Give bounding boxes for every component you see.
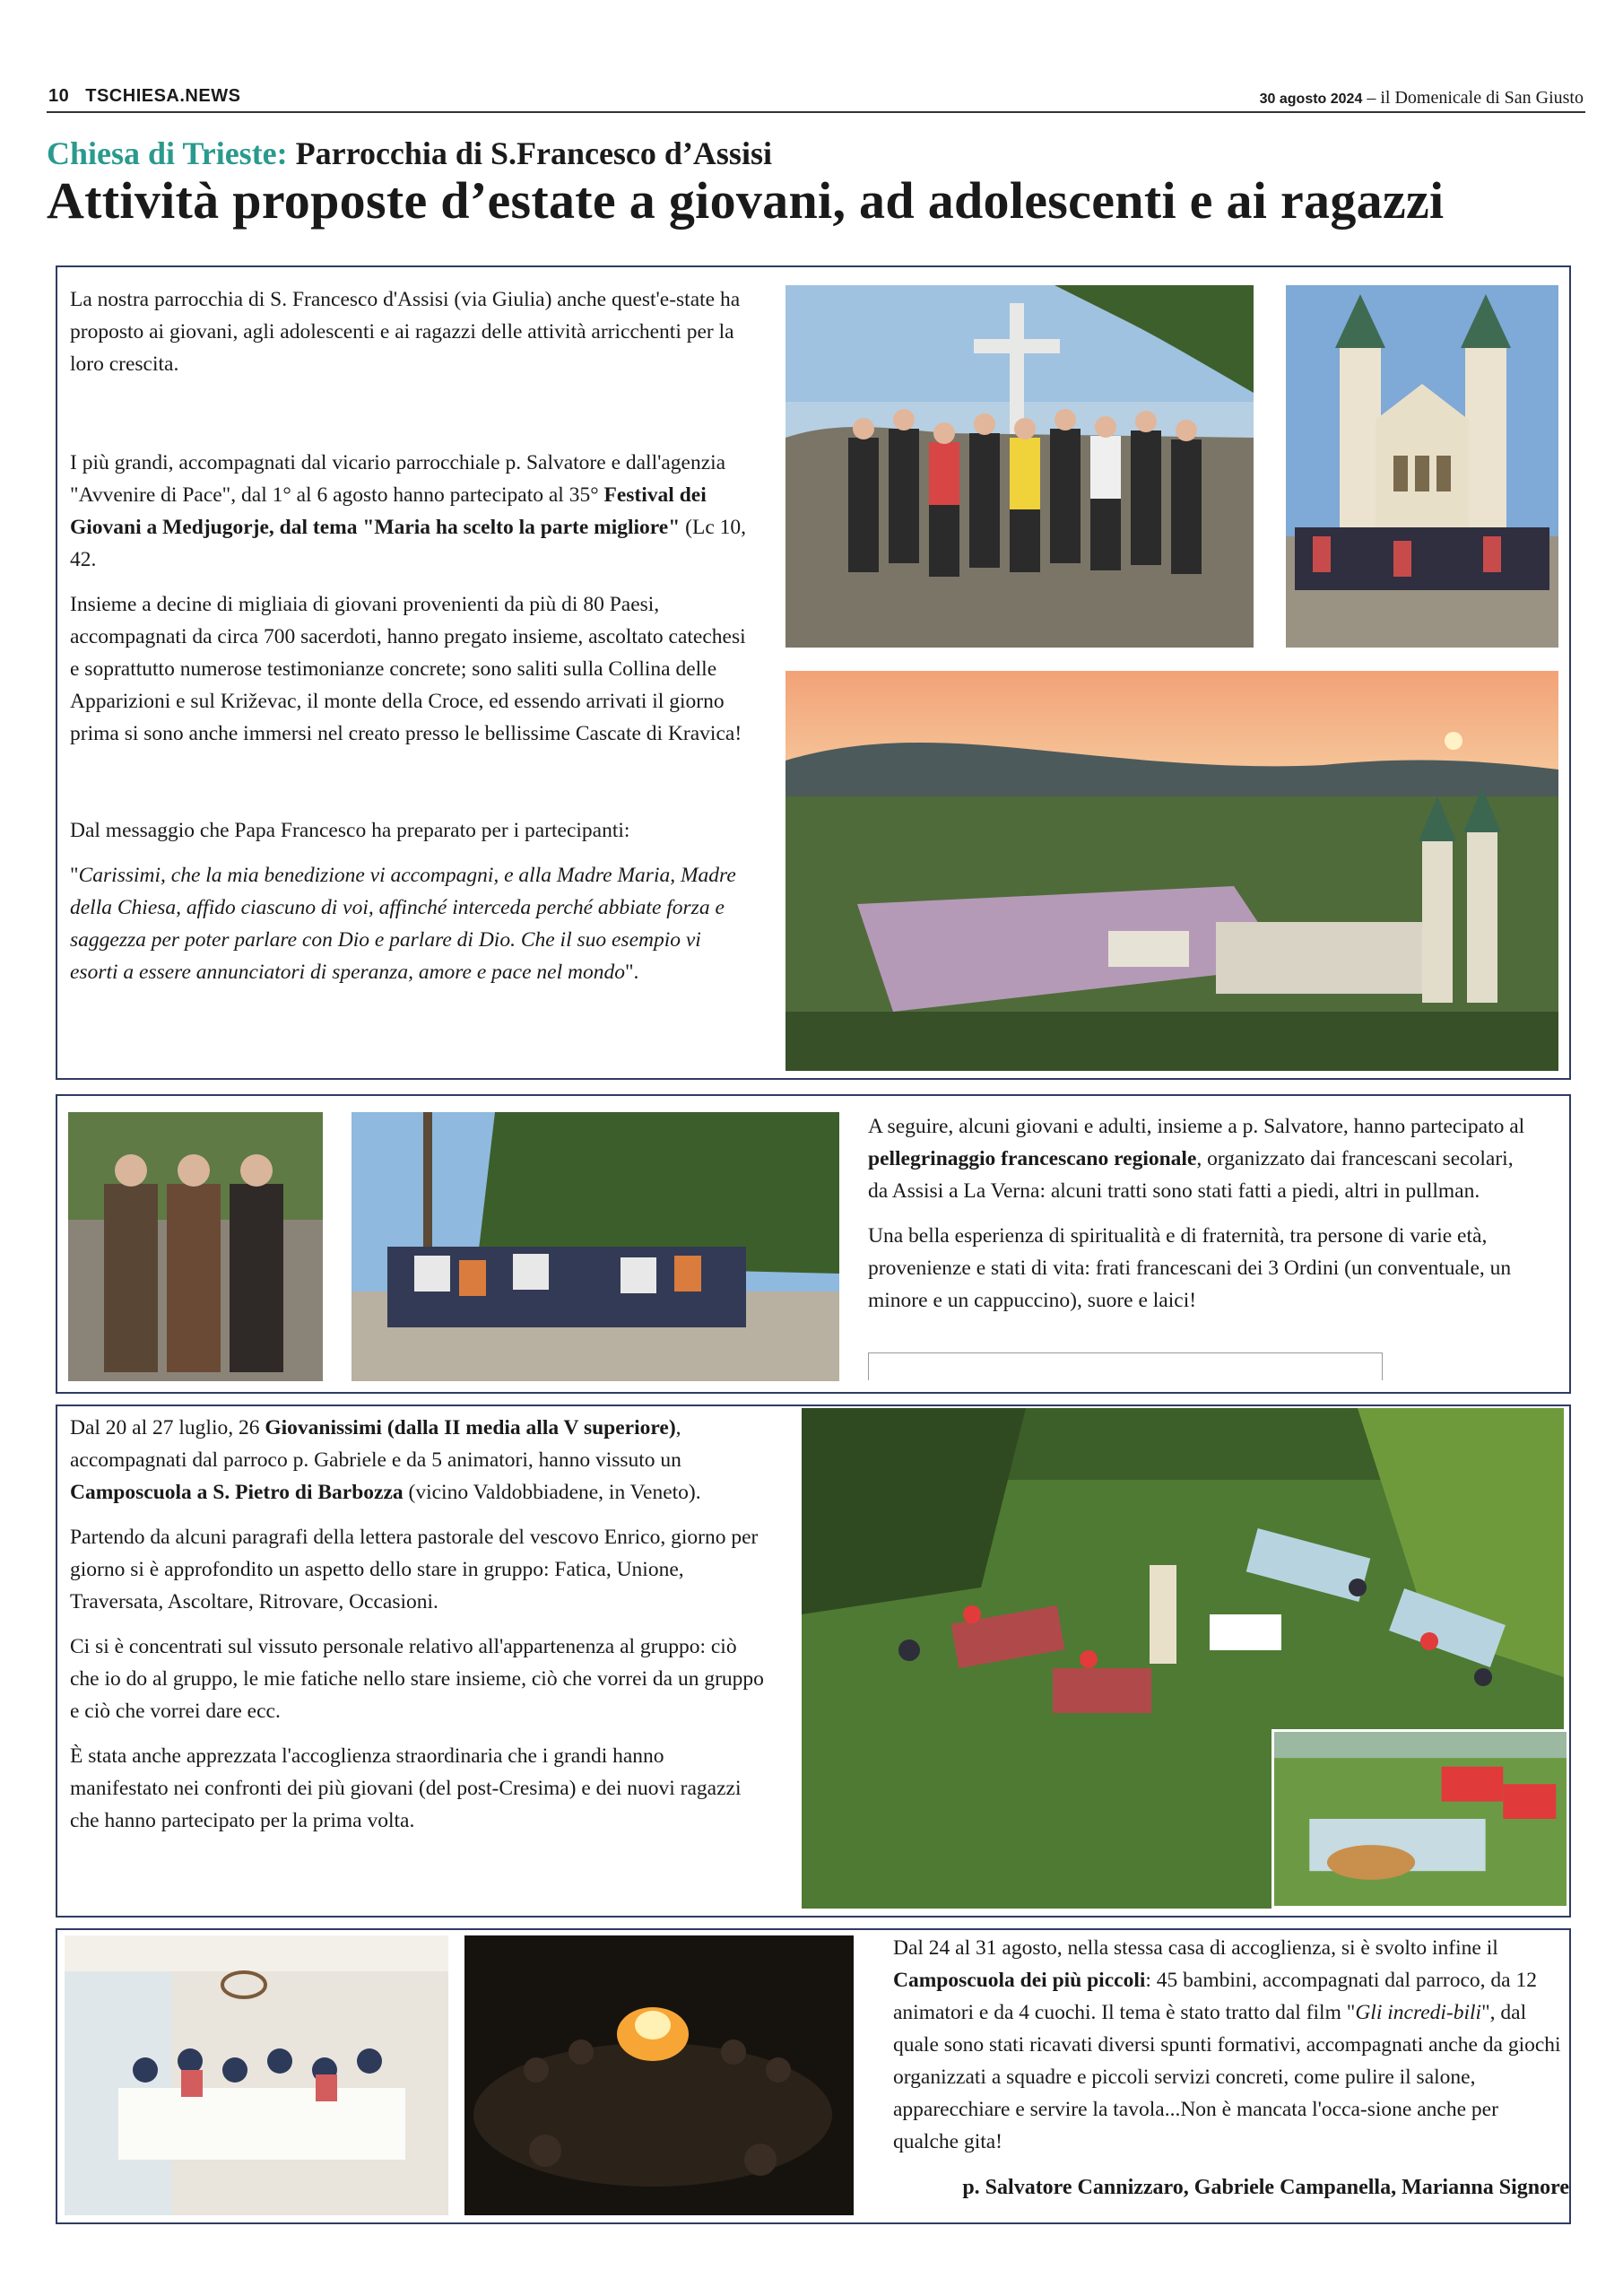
header-rule xyxy=(47,111,1585,113)
section2-text xyxy=(868,1110,1530,1329)
piccoli-text-c: ", dal quale sono stati ricavati diversi spunti formativi, accompagnati anche da giochi organizzati a squadre e piccoli servizi concreti, come pulire il salone, apparecchiare e servire la tavola...Non è mancata l'occa-sione anche per qualche gita! xyxy=(893,2001,1561,2153)
festival-text-bold: Festival dei Giovani a Medjugorje, dal tema "Maria ha scelto la parte migliore" xyxy=(70,483,707,539)
camposcuola-text-bold1: Giovanissimi (dalla II media alla V superiore) xyxy=(265,1416,676,1439)
section1-text xyxy=(70,283,747,1001)
photo-pilgrimage-group xyxy=(352,1112,839,1381)
photo-group-at-cross xyxy=(785,285,1254,648)
quote-text: Carissimi, che la mia benedizione vi accompagni, e alla Madre Maria, Madre della Chiesa, affido ciascuno di voi, affinché interceda perché abbiate forza e saggezza per poter parlare con Dio e parlare di Dio. Che il suo esempio vi esorti a essere annunciatori di speranza, amore e pace nel mondo xyxy=(70,864,736,984)
film-title: Gli incredi-bili xyxy=(1355,2001,1482,2024)
kicker-text: Parrocchia di S.Francesco d’Assisi xyxy=(295,135,772,171)
pilgrimage-text-bold: pellegrinaggio francescano regionale xyxy=(868,1147,1197,1170)
camposcuola-text-bold2: Camposcuola a S. Pietro di Barbozza xyxy=(70,1481,404,1504)
pope-quote xyxy=(70,859,747,988)
header-separator: – xyxy=(1362,88,1381,108)
festival-text-c: (Lc 10, 42. xyxy=(70,516,747,571)
photo-church-group xyxy=(1286,285,1558,648)
quote-close: ". xyxy=(624,961,639,984)
intro-paragraph: La nostra parrocchia di S. Francesco d'Assisi (via Giulia) anche quest'e-state ha proposto ai giovani, agli adolescenti e ai ragazzi delle attività arricchenti per la loro crescita. xyxy=(70,288,741,376)
piccoli-text-b: : 45 bambini, accompagnati dal parroco, da 12 animatori e da 4 cuochi. Il tema è stato tratto dal film " xyxy=(893,1969,1537,2024)
kicker xyxy=(47,135,772,172)
section3-text xyxy=(70,1412,765,1849)
pope-intro-paragraph: Dal messaggio che Papa Francesco ha preparato per i partecipanti: xyxy=(70,819,630,842)
piccoli-text-bold: Camposcuola dei più piccoli xyxy=(893,1969,1146,1992)
photo-dining-hall xyxy=(65,1935,448,2215)
pilgrimage-text-c: , organizzato dai francescani secolari, da Assisi a La Verna: alcuni tratti sono stati fatti a piedi, altri in pullman. xyxy=(868,1147,1514,1203)
pilgrimage-paragraph xyxy=(868,1110,1530,1207)
camposcuola-text-a: Dal 20 al 27 luglio, 26 xyxy=(70,1416,265,1439)
piccoli-paragraph xyxy=(893,1932,1567,2158)
pastoral-letter-paragraph: Partendo da alcuni paragrafi della lettera pastorale del vescovo Enrico, giorno per giorno si è approfondito un aspetto dello stare in gruppo: Fatica, Unione, Traversata, Ascoltare, Ritrovare, Occasioni. xyxy=(70,1526,759,1613)
festival-text-a: I più grandi, accompagnati dal vicario parrocchiale p. Salvatore e dall'agenzia "Avvenire di Pace", dal 1° al 6 agosto hanno partecipato al 35° xyxy=(70,451,726,507)
author-signature: p. Salvatore Cannizzaro, Gabriele Campanella, Marianna Signore xyxy=(962,2176,1569,2199)
section4-text xyxy=(893,1932,1567,2170)
photo-campfire xyxy=(464,1935,854,2215)
kicker-prefix: Chiesa di Trieste: xyxy=(47,135,288,171)
photo-three-friars xyxy=(68,1112,323,1381)
festival-paragraph xyxy=(70,447,747,576)
page-header-right xyxy=(1260,88,1584,109)
publication-name: il Domenicale di San Giusto xyxy=(1380,88,1584,108)
piccoli-text-a: Dal 24 al 31 agosto, nella stessa casa di accoglienza, si è svolto infine il xyxy=(893,1936,1498,1960)
empty-frame xyxy=(868,1352,1383,1380)
welcome-paragraph: È stata anche apprezzata l'accoglienza straordinaria che i grandi hanno manifestato nei confronti dei più giovani (del post-Cresima) e dei nuovi ragazzi che hanno partecipato per la prima volta. xyxy=(70,1744,742,1832)
group-belonging-paragraph: Ci si è concentrati sul vissuto personale relativo all'appartenenza al gruppo: ciò che io do al gruppo, le mie fatiche nello stare insieme, ciò che vorrei da un gruppo e ciò che vorrei dare ecc. xyxy=(70,1635,764,1723)
site-name: TSCHIESA.NEWS xyxy=(85,86,241,106)
photo-kids-drawing-on-lawn xyxy=(1271,1729,1569,1909)
experience-paragraph: Una bella esperienza di spiritualità e di fraternità, tra persone di varie età, provenienze e stati di vita: frati francescani dei 3 Ordini (un conventuale, un minore e un cappuccino), suore e laici! xyxy=(868,1224,1512,1312)
quote-open: " xyxy=(70,864,79,887)
page-header-left xyxy=(48,86,240,107)
camposcuola-paragraph xyxy=(70,1412,765,1509)
article-title: Attività proposte d’estate a giovani, ad adolescenti e ai ragazzi xyxy=(47,171,1445,230)
photo-festival-sunset xyxy=(785,671,1558,1071)
page-number: 10 xyxy=(48,86,70,106)
issue-date: 30 agosto 2024 xyxy=(1259,91,1363,107)
pilgrimage-text-a: A seguire, alcuni giovani e adulti, insieme a p. Salvatore, hanno partecipato al xyxy=(868,1115,1525,1138)
medjugorje-paragraph: Insieme a decine di migliaia di giovani provenienti da più di 80 Paesi, accompagnati da circa 700 sacerdoti, hanno pregato insieme, ascoltato catechesi e soprattutto numerose testimonianze concrete; sono saliti sulla Collina delle Apparizioni e sul Križevac, il monte della Croce, ed essendo arrivati il giorno prima si sono anche immersi nel creato presso le bellissime Cascate di Kravica! xyxy=(70,593,746,745)
camposcuola-text-c: (vicino Valdobbiadene, in Veneto). xyxy=(403,1481,701,1504)
camposcuola-text-b: , accompagnati dal parroco p. Gabriele e da 5 animatori, hanno vissuto un xyxy=(70,1416,681,1472)
